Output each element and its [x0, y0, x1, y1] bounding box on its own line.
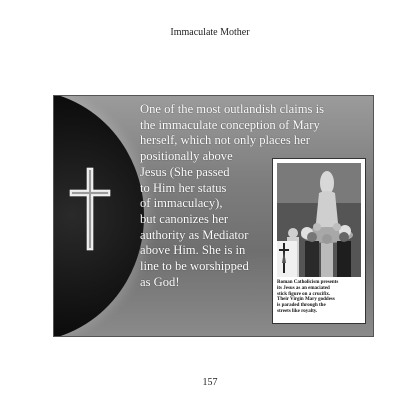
caption-line: is paraded through the [277, 303, 326, 309]
slide-text-line: herself, which not only places her [140, 133, 310, 148]
slide-text-line: as God! [140, 274, 180, 289]
photo-caption [277, 280, 361, 315]
slide-text-line: One of the most outlandish claims is [140, 102, 324, 116]
slide [53, 95, 374, 337]
caption-line: stick figure on a crucifix. [277, 291, 331, 297]
slide-text-line: but canonizes her [140, 211, 229, 226]
caption-line: Their Virgin Mary goddess [277, 297, 335, 303]
slide-text-line: Jesus (She passed [140, 164, 230, 179]
slide-text-line: authority as Mediator [140, 227, 249, 242]
slide-text-line: of immaculacy), [140, 196, 223, 211]
slide-text-line: line to be worshipped [140, 259, 249, 274]
slide-text-line: the immaculate conception of Mary [140, 117, 320, 132]
slide-text-line: positionally above [140, 149, 233, 164]
slide-text-line: to Him her status [140, 180, 227, 195]
caption-line: Roman Catholicism presents [277, 280, 339, 285]
caption-line: streets like royalty. [277, 308, 318, 314]
procession-photo [277, 163, 361, 277]
cross-icon [68, 166, 112, 252]
running-header: Immaculate Mother [170, 27, 250, 38]
page-number: 157 [202, 377, 218, 388]
photo-card [272, 158, 366, 324]
slide-text-line: above Him. She is in [140, 243, 246, 258]
caption-line: its Jesus as an emaciated [277, 285, 330, 291]
